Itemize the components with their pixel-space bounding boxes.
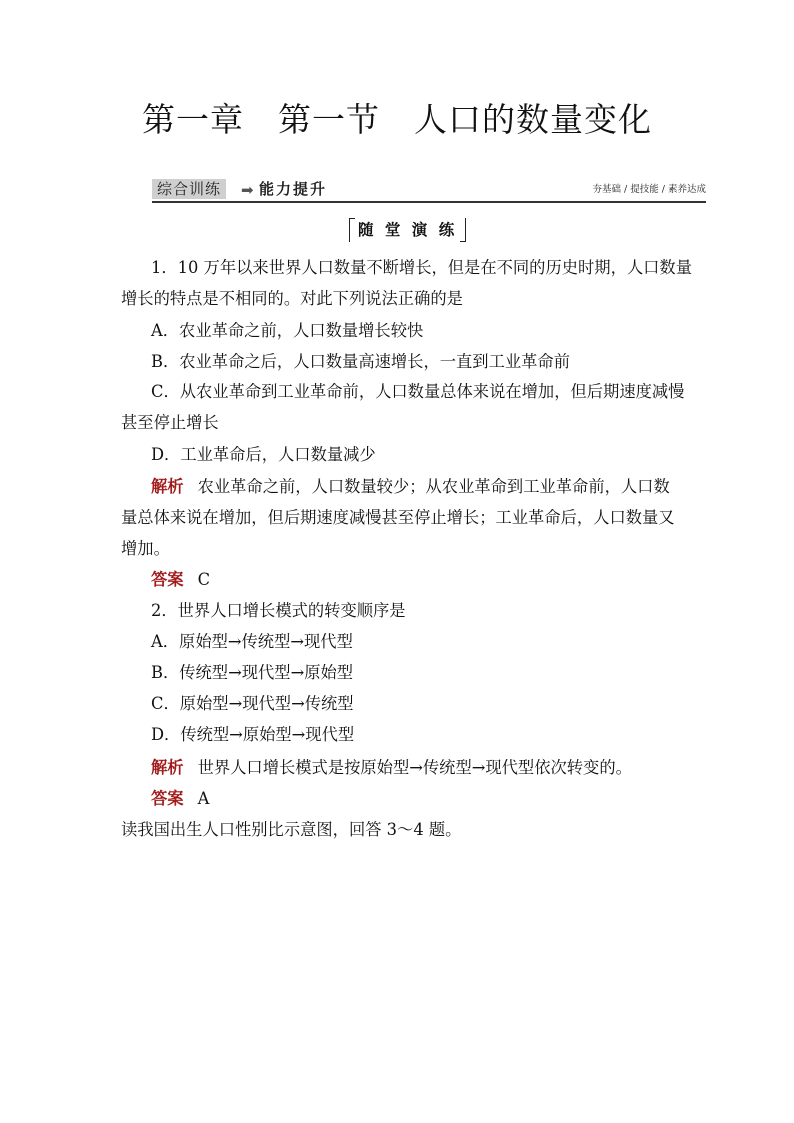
banner-divider: [152, 201, 706, 203]
q2-analysis: [151, 758, 632, 778]
q1-analysis-text: 农业革命之前，人口数量较少；从农业革命到工业革命前，人口数: [197, 477, 670, 496]
analysis-label: 解析: [151, 477, 184, 496]
q2-answer: [151, 789, 209, 809]
q1-answer: [151, 570, 210, 590]
banner-tag: 综合训练: [152, 179, 226, 199]
q2-option-b: B．传统型→现代型→原始型: [151, 663, 354, 682]
q2-stem: 2．世界人口增长模式的转变顺序是: [151, 601, 406, 620]
section-banner: [152, 177, 706, 203]
q1-answer-value: C: [197, 570, 211, 589]
q1-stem-line1: 1．10 万年以来世界人口数量不断增长，但是在不同的历史时期，人口数量: [151, 258, 692, 277]
q2-option-d: D．传统型→原始型→现代型: [151, 725, 355, 744]
answer-label: 答案: [151, 789, 184, 808]
q2-option-a: A．原始型→传统型→现代型: [151, 632, 353, 651]
section-heading: 随 堂 演 练: [349, 218, 466, 242]
q3-4-prompt: 读我国出生人口性别比示意图，回答 3～4 题。: [121, 820, 462, 839]
q2-option-c: C．原始型→现代型→传统型: [151, 694, 354, 713]
q1-option-c-line1: C．从农业革命到工业革命前，人口数量总体来说在增加，但后期速度减慢: [151, 382, 685, 401]
q1-stem-line2: 增长的特点是不相同的。对此下列说法正确的是: [121, 289, 463, 308]
q1-analysis-line1: [151, 477, 670, 497]
q1-option-d: D．工业革命后，人口数量减少: [151, 445, 376, 464]
analysis-label: 解析: [151, 758, 184, 777]
arrow-right-icon: ➡: [241, 181, 254, 199]
q1-analysis-line3: 增加。: [121, 539, 170, 558]
q2-answer-value: A: [197, 789, 210, 808]
page-title: 第一章 第一节 人口的数量变化: [142, 100, 652, 139]
q1-option-c-line2: 甚至停止增长: [121, 413, 219, 432]
q1-option-b: B．农业革命之后，人口数量高速增长，一直到工业革命前: [151, 352, 570, 371]
q1-analysis-line2: 量总体来说在增加，但后期速度减慢甚至停止增长；工业革命后，人口数量又: [121, 508, 675, 527]
q2-analysis-text: 世界人口增长模式是按原始型→传统型→现代型依次转变的。: [197, 758, 632, 777]
answer-label: 答案: [151, 570, 184, 589]
banner-subtitle: 能力提升: [259, 180, 328, 198]
q1-option-a: A．农业革命之前，人口数量增长较快: [151, 321, 424, 340]
banner-right-text: 夯基础 / 提技能 / 素养达成: [592, 184, 706, 195]
